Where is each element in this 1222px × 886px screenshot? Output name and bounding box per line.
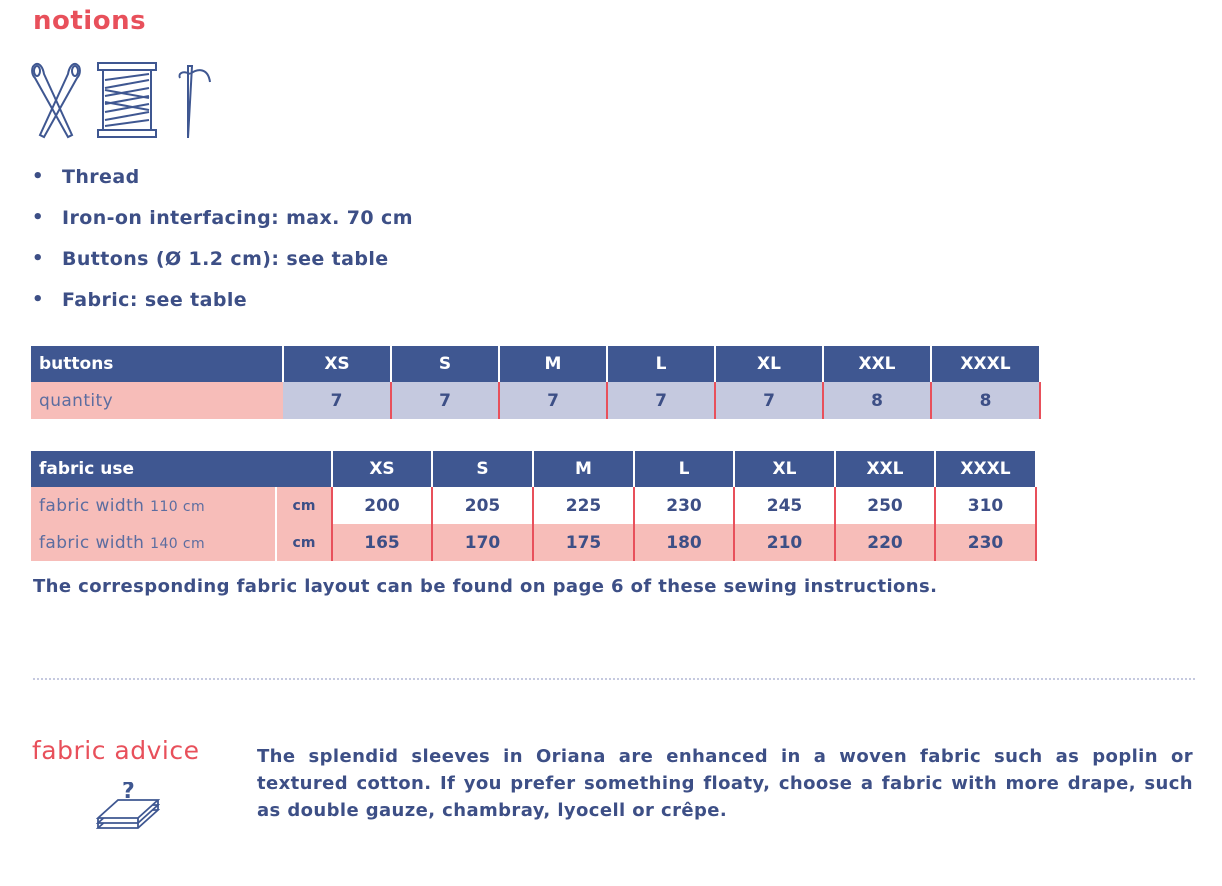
table-row (31, 487, 1036, 524)
notions-heading: notions (33, 6, 147, 36)
row-label-width: 110 cm (150, 498, 206, 515)
row-label-text: fabric width (39, 495, 145, 516)
unit-cell: cm (276, 487, 332, 524)
size-header: S (432, 451, 533, 487)
notion-item-label: Thread (62, 166, 140, 188)
row-label: quantity (31, 382, 283, 419)
thread-spool-icon (96, 60, 158, 140)
size-header: XS (283, 346, 391, 382)
row-label (31, 487, 276, 524)
table-cell: 220 (835, 524, 935, 561)
bullet: • (32, 207, 44, 228)
unit-cell: cm (276, 524, 332, 561)
table-cell: 310 (935, 487, 1036, 524)
table-cell: 165 (332, 524, 432, 561)
notion-item-buttons (32, 248, 413, 289)
table-cell: 230 (935, 524, 1036, 561)
table-cell: 225 (533, 487, 634, 524)
size-header: M (533, 451, 634, 487)
notions-icons (28, 60, 228, 142)
table-cell: 205 (432, 487, 533, 524)
fabric-use-table (31, 451, 1037, 561)
size-header: XL (734, 451, 835, 487)
table-cell: 8 (931, 382, 1040, 419)
table-cell: 170 (432, 524, 533, 561)
table-cell: 8 (823, 382, 931, 419)
size-header: S (391, 346, 499, 382)
buttons-header-row (31, 346, 1040, 382)
row-label (31, 524, 276, 561)
size-header: XXXL (931, 346, 1040, 382)
svg-text:?: ? (122, 782, 135, 804)
scissors-icon (28, 60, 84, 140)
fabric-question-icon (96, 782, 160, 836)
notion-item-label: Buttons (Ø 1.2 cm): see table (62, 248, 389, 270)
fabric-advice-heading: fabric advice (32, 736, 200, 765)
table-cell: 175 (533, 524, 634, 561)
table-cell: 250 (835, 487, 935, 524)
size-header: M (499, 346, 607, 382)
table-cell: 230 (634, 487, 734, 524)
needle-icon (174, 60, 214, 140)
notion-item-label: Iron-on interfacing: max. 70 cm (62, 207, 413, 229)
table-cell: 7 (391, 382, 499, 419)
size-header: XXXL (935, 451, 1036, 487)
table-row (31, 524, 1036, 561)
size-header: XS (332, 451, 432, 487)
bullet: • (32, 166, 44, 187)
fabric-header-row (31, 451, 1036, 487)
table-row (31, 382, 1040, 419)
table-cell: 7 (607, 382, 715, 419)
table-cell: 180 (634, 524, 734, 561)
table-cell: 200 (332, 487, 432, 524)
size-header: L (607, 346, 715, 382)
bullet: • (32, 289, 44, 310)
row-label-text: fabric width (39, 532, 145, 553)
notion-item-fabric (32, 289, 413, 330)
section-divider (33, 678, 1195, 680)
fabric-layout-note: The corresponding fabric layout can be found on page 6 of these sewing instructions. (33, 576, 938, 597)
bullet: • (32, 248, 44, 269)
fabric-advice-text: The splendid sleeves in Oriana are enhanced in a woven fabric such as poplin or textured cotton. If you prefer something floaty, choose a fabric with more drape, such as double gauze, chambray, lyocell or crêpe. (257, 746, 1193, 821)
size-header: L (634, 451, 734, 487)
table-cell: 7 (715, 382, 823, 419)
size-header: XL (715, 346, 823, 382)
notion-item-label: Fabric: see table (62, 289, 248, 311)
size-header: XXL (823, 346, 931, 382)
table-cell: 245 (734, 487, 835, 524)
table-cell: 210 (734, 524, 835, 561)
table-cell: 7 (499, 382, 607, 419)
buttons-header: buttons (31, 346, 283, 382)
fabric-use-header: fabric use (31, 451, 332, 487)
notions-list (32, 166, 413, 330)
buttons-table (31, 346, 1041, 419)
size-header: XXL (835, 451, 935, 487)
notion-item-interfacing (32, 207, 413, 248)
row-label-width: 140 cm (150, 535, 206, 552)
notion-item-thread (32, 166, 413, 207)
table-cell: 7 (283, 382, 391, 419)
